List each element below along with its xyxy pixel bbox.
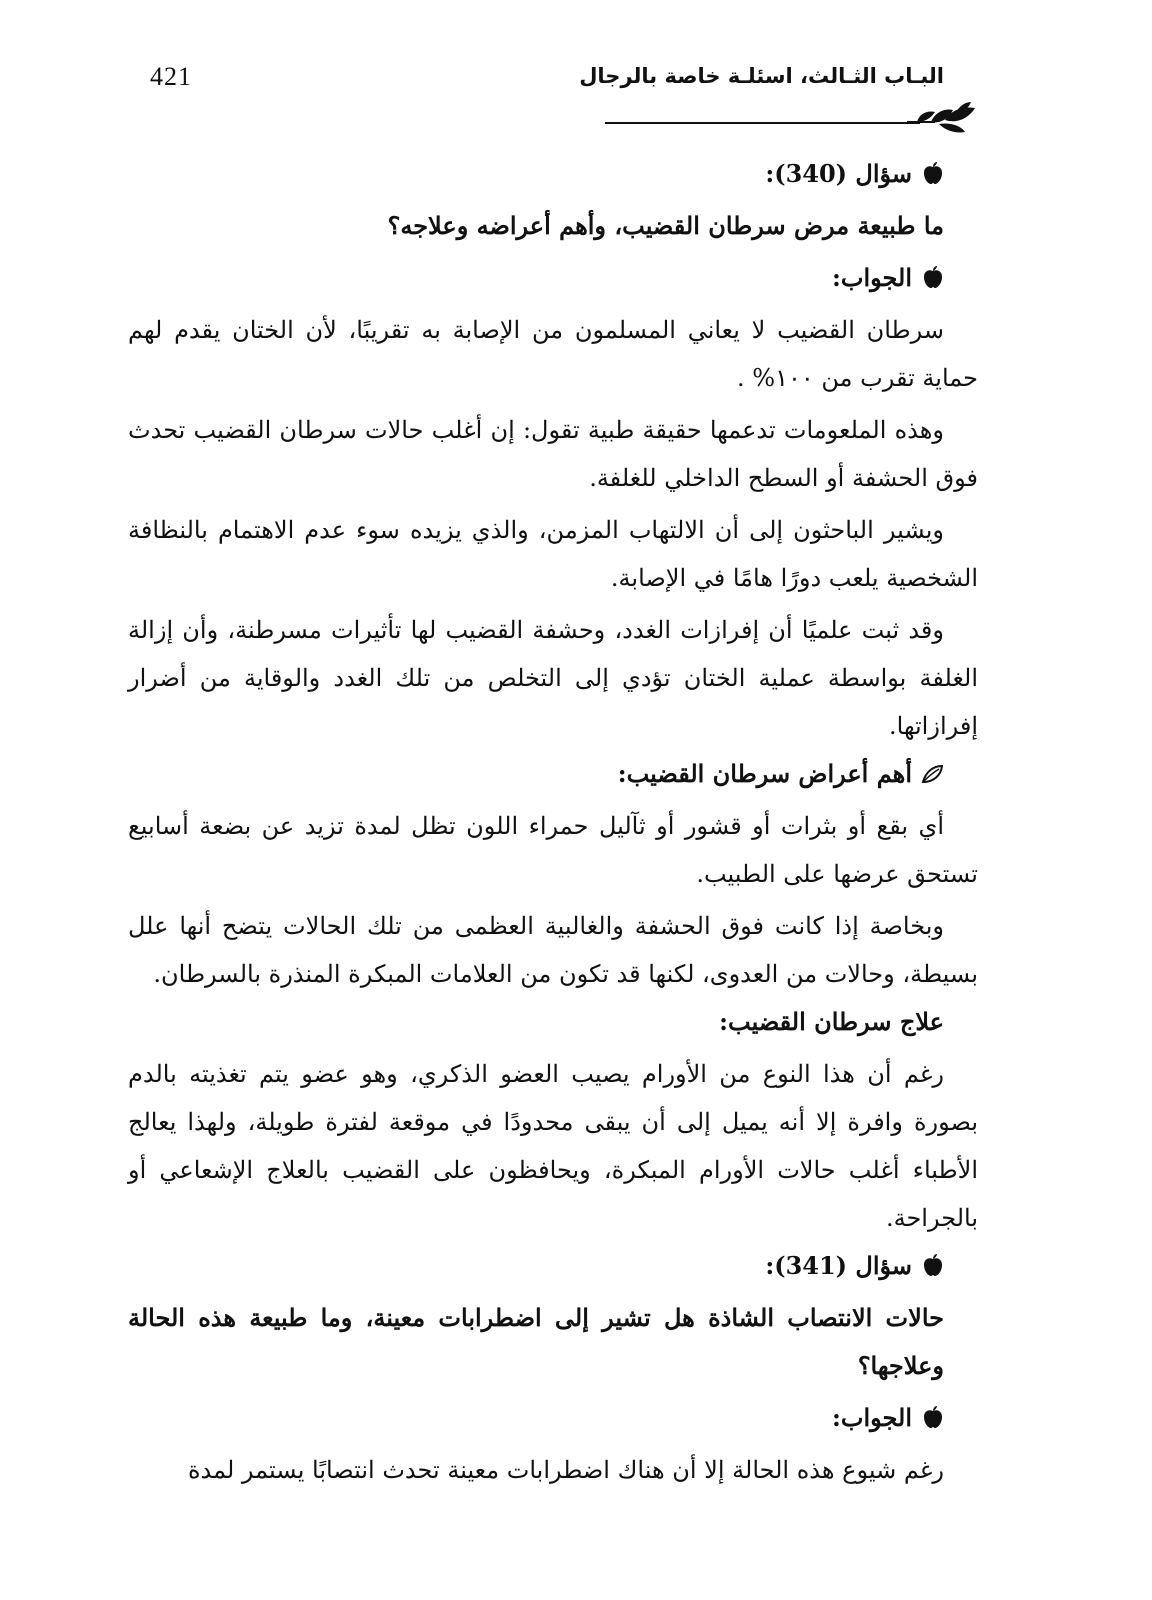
treatment-heading: علاج سرطان القضيب: [719, 1007, 944, 1036]
paragraph: رغم شيوع هذه الحالة إلا أن هناك اضطرابات معينة تحدث انتصابًا يستمر لمدة [187, 1456, 944, 1484]
apple-bullet-icon [922, 1253, 944, 1277]
header-rule [605, 122, 920, 124]
paragraph: رغم أن هذا النوع من الأورام يصيب العضو الذكري، وهو عضو يتم تغذيته بالدم بصورة وافرة إلا أنه يميل إلى أن يبقى محدودًا في موقعة لفترة طويلة، ولهذا يعالج الأطباء أغلب حالات الأورام المبكرة، ويحافظون على القضيب بالعلاج الإشعاعي أو بالجراحة. [128, 1060, 978, 1232]
floral-ornament-icon [905, 100, 977, 140]
answer-340-label [128, 254, 978, 302]
page-content [128, 150, 978, 1494]
question-341-label [128, 1242, 978, 1290]
paragraph: وهذه الملعومات تدعمها حقيقة طبية تقول: إن أغلب حالات سرطان القضيب تحدث فوق الحشفة أو السطح الداخلي للغلفة. [128, 416, 978, 492]
leaf-bullet-icon [920, 763, 944, 785]
apple-bullet-icon [922, 265, 944, 289]
question-340-label [128, 150, 978, 198]
paragraph: ويشير الباحثون إلى أن الالتهاب المزمن، والذي يزيده سوء عدم الاهتمام بالنظافة الشخصية يلعب دورًا هامًا في الإصابة. [128, 516, 978, 592]
paragraph: أي بقع أو بثرات أو قشور أو ثآليل حمراء اللون تظل لمدة تزيد عن بضعة أسابيع تستحق عرضها على الطبيب. [128, 812, 978, 888]
paragraph: وقد ثبت علميًا أن إفرازات الغدد، وحشفة القضيب لها تأثيرات مسرطنة، وأن إزالة الغلفة بواسطة عملية الختان تؤدي إلى التخلص من تلك الغدد والوقاية من أضرار إفرازاتها. [128, 616, 978, 740]
answer-label-text: الجواب: [832, 263, 912, 292]
symptoms-heading-text: أهم أعراض سرطان القضيب: [617, 759, 912, 788]
running-head: البـاب الثـالث، اسئلـة خاصة بالرجال [579, 64, 944, 88]
question-label-text: سؤال (340): [765, 159, 912, 188]
apple-bullet-icon [922, 1405, 944, 1429]
answer-label-text: الجواب: [832, 1403, 912, 1432]
page-number: 421 [150, 62, 192, 91]
question-340-text: ما طبيعة مرض سرطان القضيب، وأهم أعراضه وعلاجه؟ [387, 211, 944, 240]
answer-341-label [128, 1394, 978, 1442]
paragraph: وبخاصة إذا كانت فوق الحشفة والغالبية العظمى من تلك الحالات يتضح أنها علل بسيطة، وحالات من العدوى، لكنها قد تكون من العلامات المبكرة المنذرة بالسرطان. [128, 912, 978, 988]
question-341-text: حالات الانتصاب الشاذة هل تشير إلى اضطرابات معينة، وما طبيعة هذه الحالة وعلاجها؟ [128, 1303, 944, 1380]
symptoms-heading [128, 750, 978, 798]
paragraph: سرطان القضيب لا يعاني المسلمون من الإصابة به تقريبًا، لأن الختان يقدم لهم حماية تقرب من ١٠٠% . [128, 316, 978, 392]
question-label-text: سؤال (341): [765, 1251, 912, 1280]
apple-bullet-icon [922, 161, 944, 185]
